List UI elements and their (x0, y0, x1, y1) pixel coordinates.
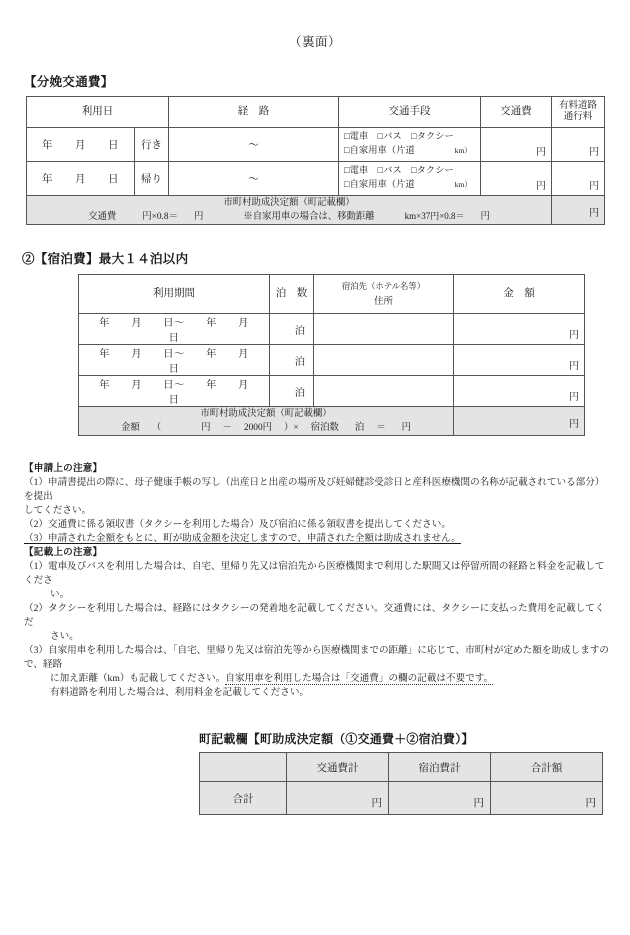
summary-corner-cell (200, 753, 287, 782)
means-line1-return[interactable]: □電車 □バス □タクシー (344, 166, 454, 177)
means-line1-outbound[interactable]: □電車 □バス □タクシー (344, 132, 454, 143)
transport-calc-note: 自家用車の場合は、移動距離 (252, 212, 375, 223)
means-line2-outbound[interactable]: □自家用車（片道 (344, 145, 415, 156)
municipal-toll-total[interactable]: 円 (552, 196, 605, 225)
col-header-date: 利用日 (27, 97, 169, 128)
table-header-row (27, 97, 605, 128)
place-label-line2: 住所 (373, 296, 393, 307)
means-km-unit-outbound: km） (454, 145, 472, 155)
entry-note-1-cont: い。 (50, 589, 70, 601)
transport-calc-expr1: 円×0.8＝ (142, 212, 178, 223)
form-page (0, 32, 630, 935)
amount-field-1[interactable]: 円 (454, 314, 585, 345)
toll-field-outbound[interactable]: 円 (552, 128, 605, 162)
place-field-3[interactable] (314, 376, 454, 407)
entry-note-2 (24, 602, 610, 630)
summary-col-header-transport: 交通費計 (287, 753, 389, 782)
notes-heading-application: 【申請上の注意】 (24, 463, 103, 475)
toll-label-line1: 有料道路 (558, 101, 597, 112)
col-header-toll (552, 97, 605, 128)
period-field-1[interactable]: 年 月 日～ 年 月 日 (79, 314, 270, 345)
municipal-decision-cell-transport[interactable] (27, 196, 552, 225)
lodging-nights-label: 宿泊数 (310, 423, 339, 434)
entry-note-3-line2-plain: に加え距離（km）も記載してください。 (50, 673, 226, 685)
lodging-calc-result[interactable]: 円 (401, 423, 412, 434)
lodging-open-paren: （ (151, 423, 162, 434)
means-checkbox-group-outbound[interactable] (339, 128, 481, 162)
transport-calc-label: 交通費 (88, 212, 117, 223)
summary-table-title: 町記載欄【町助成決定額（①交通費＋②宿泊費）】 (199, 732, 474, 747)
application-note-2 (24, 518, 610, 532)
page-marker: （裏面） (288, 35, 341, 49)
col-header-place (314, 275, 454, 314)
means-checkbox-group-return[interactable] (339, 162, 481, 196)
application-note-2-number: （2） (24, 519, 48, 531)
toll-field-return[interactable]: 円 (552, 162, 605, 196)
entry-note-3-number: （3） (24, 645, 48, 657)
municipal-decision-row-transport (27, 196, 605, 225)
entry-note-1 (24, 560, 610, 588)
nights-field-1[interactable]: 泊 (270, 314, 314, 345)
lodging-nights-unit[interactable]: 泊 (354, 423, 365, 434)
entry-note-2-number: （2） (24, 603, 48, 615)
table-header-row (79, 275, 585, 314)
period-field-2[interactable]: 年 月 日～ 年 月 日 (79, 345, 270, 376)
summary-lodging-value[interactable]: 円 (389, 782, 491, 815)
application-note-1-cont: してください。 (24, 505, 92, 517)
transport-expense-table (26, 96, 605, 225)
col-header-amount: 金 額 (454, 275, 585, 314)
table-header-row (200, 753, 603, 782)
date-field-return[interactable]: 年 月 日 (27, 162, 135, 196)
lodging-minus: － (222, 423, 232, 434)
route-field-outbound[interactable]: ～ (169, 128, 339, 162)
summary-row-label: 合計 (200, 782, 287, 815)
notes-section (24, 462, 610, 700)
transport-calc-expr2: km×37円×0.8＝ (404, 211, 465, 222)
col-header-fare: 交通費 (481, 97, 552, 128)
lodging-calc-label: 金額 (120, 423, 140, 434)
nights-field-2[interactable]: 泊 (270, 345, 314, 376)
table-row (79, 376, 585, 407)
col-header-means: 交通手段 (339, 97, 481, 128)
municipal-decision-cell-lodging[interactable] (79, 407, 454, 436)
period-field-3[interactable]: 年 月 日～ 年 月 日 (79, 376, 270, 407)
amount-field-2[interactable]: 円 (454, 345, 585, 376)
entry-note-3-line3: 有料道路を利用した場合は、利用料金を記載してください。 (50, 687, 310, 699)
col-header-period: 利用期間 (79, 275, 270, 314)
summary-col-header-lodging: 宿泊費計 (389, 753, 491, 782)
municipal-lodging-total[interactable]: 円 (454, 407, 585, 436)
nights-field-3[interactable]: 泊 (270, 376, 314, 407)
application-note-1 (24, 476, 610, 504)
application-note-1-line1: 申請書提出の際に、母子健康手帳の写し（出産日と出産の場所及び妊婦健診受診日と産科医療機関の名称が記載されている部分）を提出 (24, 477, 605, 503)
table-row (200, 782, 603, 815)
summary-transport-value[interactable]: 円 (287, 782, 389, 815)
means-km-unit-return: km） (454, 179, 472, 189)
entry-note-2-cont: さい。 (50, 631, 79, 643)
entry-note-1-line1: 電車及びバスを利用した場合は、自宅、里帰り先又は宿泊先から医療機関まで利用した駅間又は停留所間の経路と料金を記載してくださ (24, 561, 605, 587)
section-heading-transport: 【分娩交通費】 (24, 75, 114, 89)
lodging-deduction: 2000円 (243, 423, 273, 434)
lodging-close-paren: ）× (284, 423, 299, 434)
summary-col-header-grand: 合計額 (491, 753, 603, 782)
application-note-2-line1: 交通費に係る領収書（タクシーを利用した場合）及び宿泊に係る領収書を提出してください。 (47, 519, 451, 531)
toll-label-line2: 通行料 (563, 112, 593, 122)
table-row (79, 345, 585, 376)
route-field-return[interactable]: ～ (169, 162, 339, 196)
application-note-1-number: （1） (24, 477, 48, 489)
place-label-line1: 宿泊先（ホテル名等） (341, 282, 426, 292)
municipal-decision-title-transport: 市町村助成決定額（町記載欄） (223, 198, 355, 208)
lodging-yen1[interactable]: 円 (201, 423, 211, 434)
municipal-decision-row-lodging (79, 407, 585, 436)
direction-label-outbound: 行き (135, 128, 169, 162)
table-row (79, 314, 585, 345)
entry-note-3-cont (24, 672, 610, 686)
application-note-3-line1: 申請された金額をもとに、町が助成金額を決定しますので、申請された全額は助成されません。 (47, 533, 461, 545)
kome-mark-icon: ※ (243, 212, 253, 223)
application-note-3-number: （3） (24, 533, 48, 545)
entry-note-3-line2-emphasis: 自家用車を利用した場合は「交通費」の欄の記載は不要です。 (225, 673, 494, 685)
summary-grand-value[interactable]: 円 (491, 782, 603, 815)
entry-note-3 (24, 644, 610, 672)
notes-heading-entry: 【記載上の注意】 (24, 547, 103, 559)
direction-label-return: 帰り (135, 162, 169, 196)
transport-calc-result2[interactable]: 円 (480, 212, 490, 223)
col-header-nights: 泊 数 (270, 275, 314, 314)
col-header-route: 経 路 (169, 97, 339, 128)
amount-field-3[interactable]: 円 (454, 376, 585, 407)
lodging-expense-table (78, 274, 585, 436)
table-row (27, 128, 605, 162)
lodging-equals: ＝ (376, 423, 386, 434)
application-note-3 (24, 532, 610, 546)
place-field-2[interactable] (314, 345, 454, 376)
transport-calc-result1[interactable]: 円 (193, 212, 204, 223)
subsidy-summary-table (199, 752, 603, 815)
entry-note-3-line1: 自家用車を利用した場合は、「自宅、里帰り先又は宿泊先等から医療機関までの距離」に応じて、市町村が定めた額を助成しますので、経路 (24, 645, 610, 671)
entry-note-1-number: （1） (24, 561, 48, 573)
section-heading-lodging: ②【宿泊費】最大１４泊以内 (22, 252, 189, 267)
means-line2-return[interactable]: □自家用車（片道 (344, 179, 415, 190)
table-row (27, 162, 605, 196)
municipal-decision-title-lodging: 市町村助成決定額（町記載欄） (200, 409, 332, 420)
date-field-outbound[interactable]: 年 月 日 (27, 128, 135, 162)
entry-note-2-line1: タクシーを利用した場合は、経路にはタクシーの発着地を記載してください。交通費には、タクシーに支払った費用を記載してくだ (24, 603, 605, 629)
fare-field-return[interactable]: 円 (481, 162, 552, 196)
place-field-1[interactable] (314, 314, 454, 345)
fare-field-outbound[interactable]: 円 (481, 128, 552, 162)
